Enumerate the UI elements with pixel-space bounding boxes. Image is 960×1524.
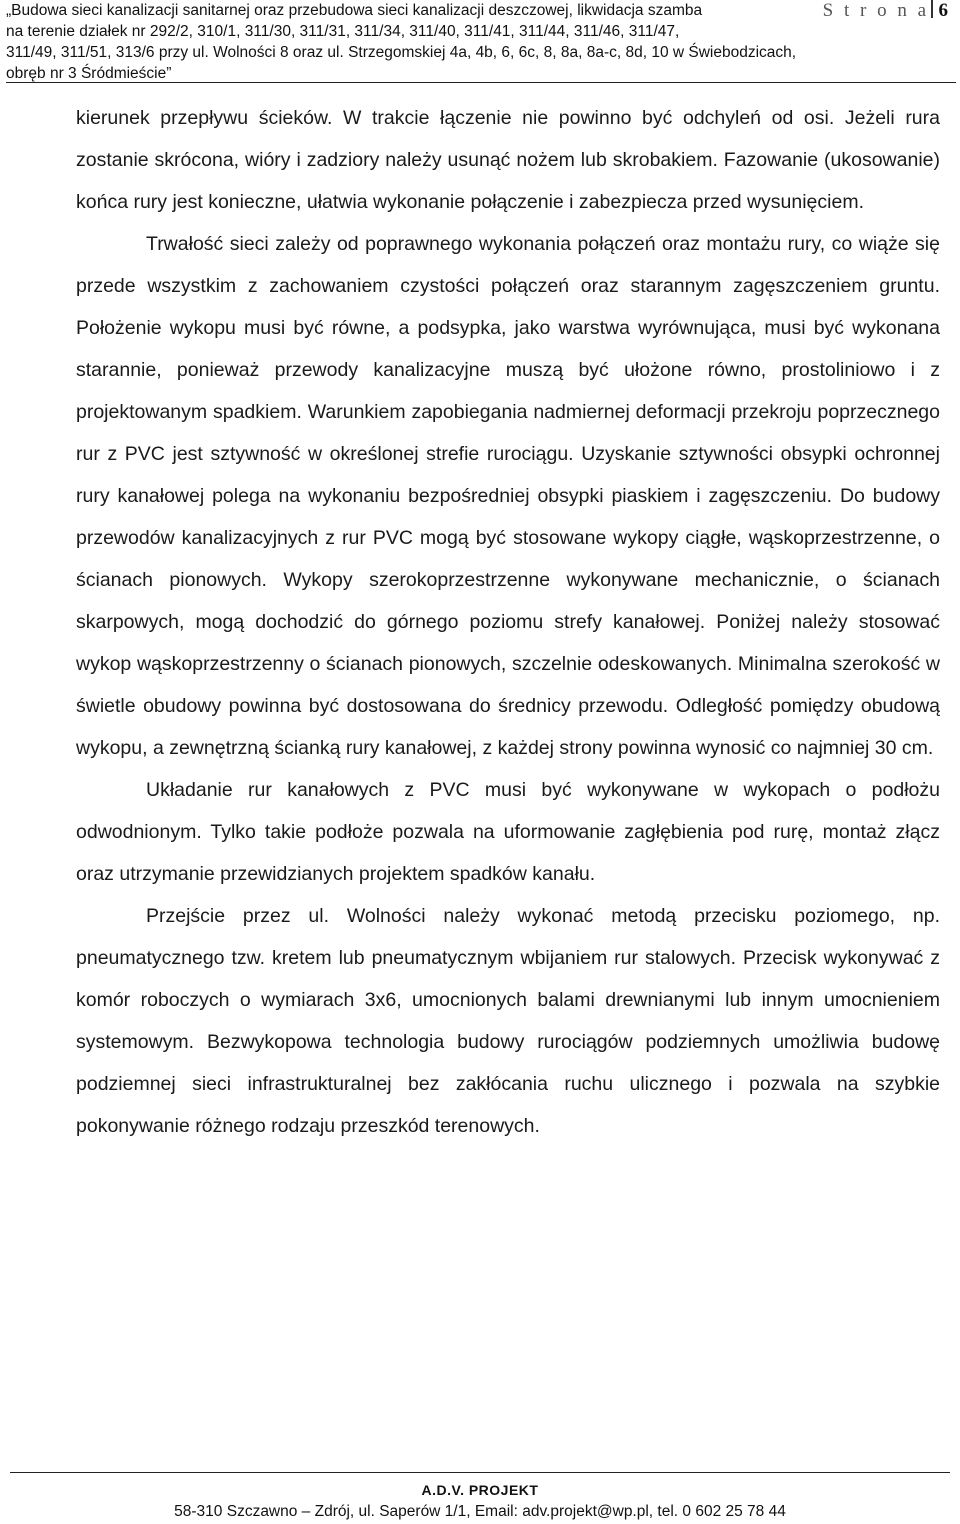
paragraph: kierunek przepływu ścieków. W trakcie łączenie nie powinno być odchyleń od osi. Jeżeli rura zostanie skrócona, wióry i zadziory należy usunąć nożem lub skrobakiem. Fazowanie (ukosowanie) końca rury jest konieczne, ułatwia wykonanie połączenie i zabezpiecza przed wysunięciem. [76,107,940,213]
footer-company-name: A.D.V. PROJEKT [421,1482,539,1498]
page-label-text: S t r o n a [822,0,929,21]
title-line: obręb nr 3 Śródmieście” [6,65,172,82]
page-header [6,0,956,83]
document-body [76,97,940,1147]
title-line: na terenie działek nr 292/2, 310/1, 311/30, 311/31, 311/34, 311/40, 311/41, 311/44, 311/46, 311/47, [6,23,680,40]
footer-divider [10,1472,950,1473]
title-line: „Budowa sieci kanalizacji sanitarnej oraz przebudowa sieci kanalizacji deszczowej, likwidacja szamba [6,2,703,19]
paragraph: Trwałość sieci zależy od poprawnego wykonania połączeń oraz montażu rury, co wiąże się przede wszystkim z zachowaniem czystości połączeń oraz starannym zagęszczeniem gruntu. Położenie wykopu musi być równe, a podsypka, jako warstwa wyrównująca, musi być wykonana starannie, ponieważ przewody kanalizacyjne muszą być ułożone równo, prostoliniowo i z projektowanym spadkiem. Warunkiem zapobiegania nadmiernej deformacji przekroju poprzecznego rur z PVC jest sztywność w określonej strefie rurociągu. Uzyskanie sztywności obsypki ochronnej rury kanałowej polega na wykonaniu bezpośredniej obsypki piaskiem i zagęszczeniu. Do budowy przewodów kanalizacyjnych z rur PVC mogą być stosowane wykopy ciągłe, wąskoprzestrzenne, o ścianach pionowych. Wykopy szerokoprzestrzenne wykonywane mechanicznie, o ścianach skarpowych, mogą dochodzić do górnego poziomu strefy kanałowej. Poniżej należy stosować wykop wąskoprzestrzenny o ścianach pionowych, szczelnie odeskowanych. Minimalna szerokość w świetle obudowy powinna być dostosowana do średnicy przewodu. Odległość pomiędzy obudową wykopu, a zewnętrzną ścianką rury kanałowej, z każdej strony powinna wynosić co najmniej 30 cm. [76,233,940,759]
page-indicator [823,0,948,22]
page-separator [931,0,933,18]
paragraph: Przejście przez ul. Wolności należy wykonać metodą przecisku poziomego, np. pneumatycznego tzw. kretem lub pneumatycznym wbijaniem rur stalowych. Przecisk wykonywać z komór roboczych o wymiarach 3x6, umocnionych balami drewnianymi lub innym umocnieniem systemowym. Bezwykopowa technologia budowy rurociągów podziemnych umożliwia budowę podziemnej sieci infrastrukturalnej bez zakłócania ruchu ulicznego i pozwala na szybkie pokonywanie różnego rodzaju przeszkód terenowych. [76,905,940,1137]
page-footer [0,1472,960,1524]
paragraph: Układanie rur kanałowych z PVC musi być wykonywane w wykopach o podłożu odwodnionym. Tylko takie podłoże pozwala na uformowanie zagłębienia pod rurę, montaż złącz oraz utrzymanie przewidzianych projektem spadków kanału. [76,779,940,885]
footer-contact-info: 58-310 Szczawno – Zdrój, ul. Saperów 1/1, Email: adv.projekt@wp.pl, tel. 0 602 25 78 44 [174,1503,786,1520]
document-title [6,0,826,84]
page-number: 6 [938,0,948,21]
title-line: 311/49, 311/51, 313/6 przy ul. Wolności 8 oraz ul. Strzegomskiej 4a, 4b, 6, 6c, 8, 8a, 8a-c, 8d, 10 w Świebodzicach, [6,44,797,61]
